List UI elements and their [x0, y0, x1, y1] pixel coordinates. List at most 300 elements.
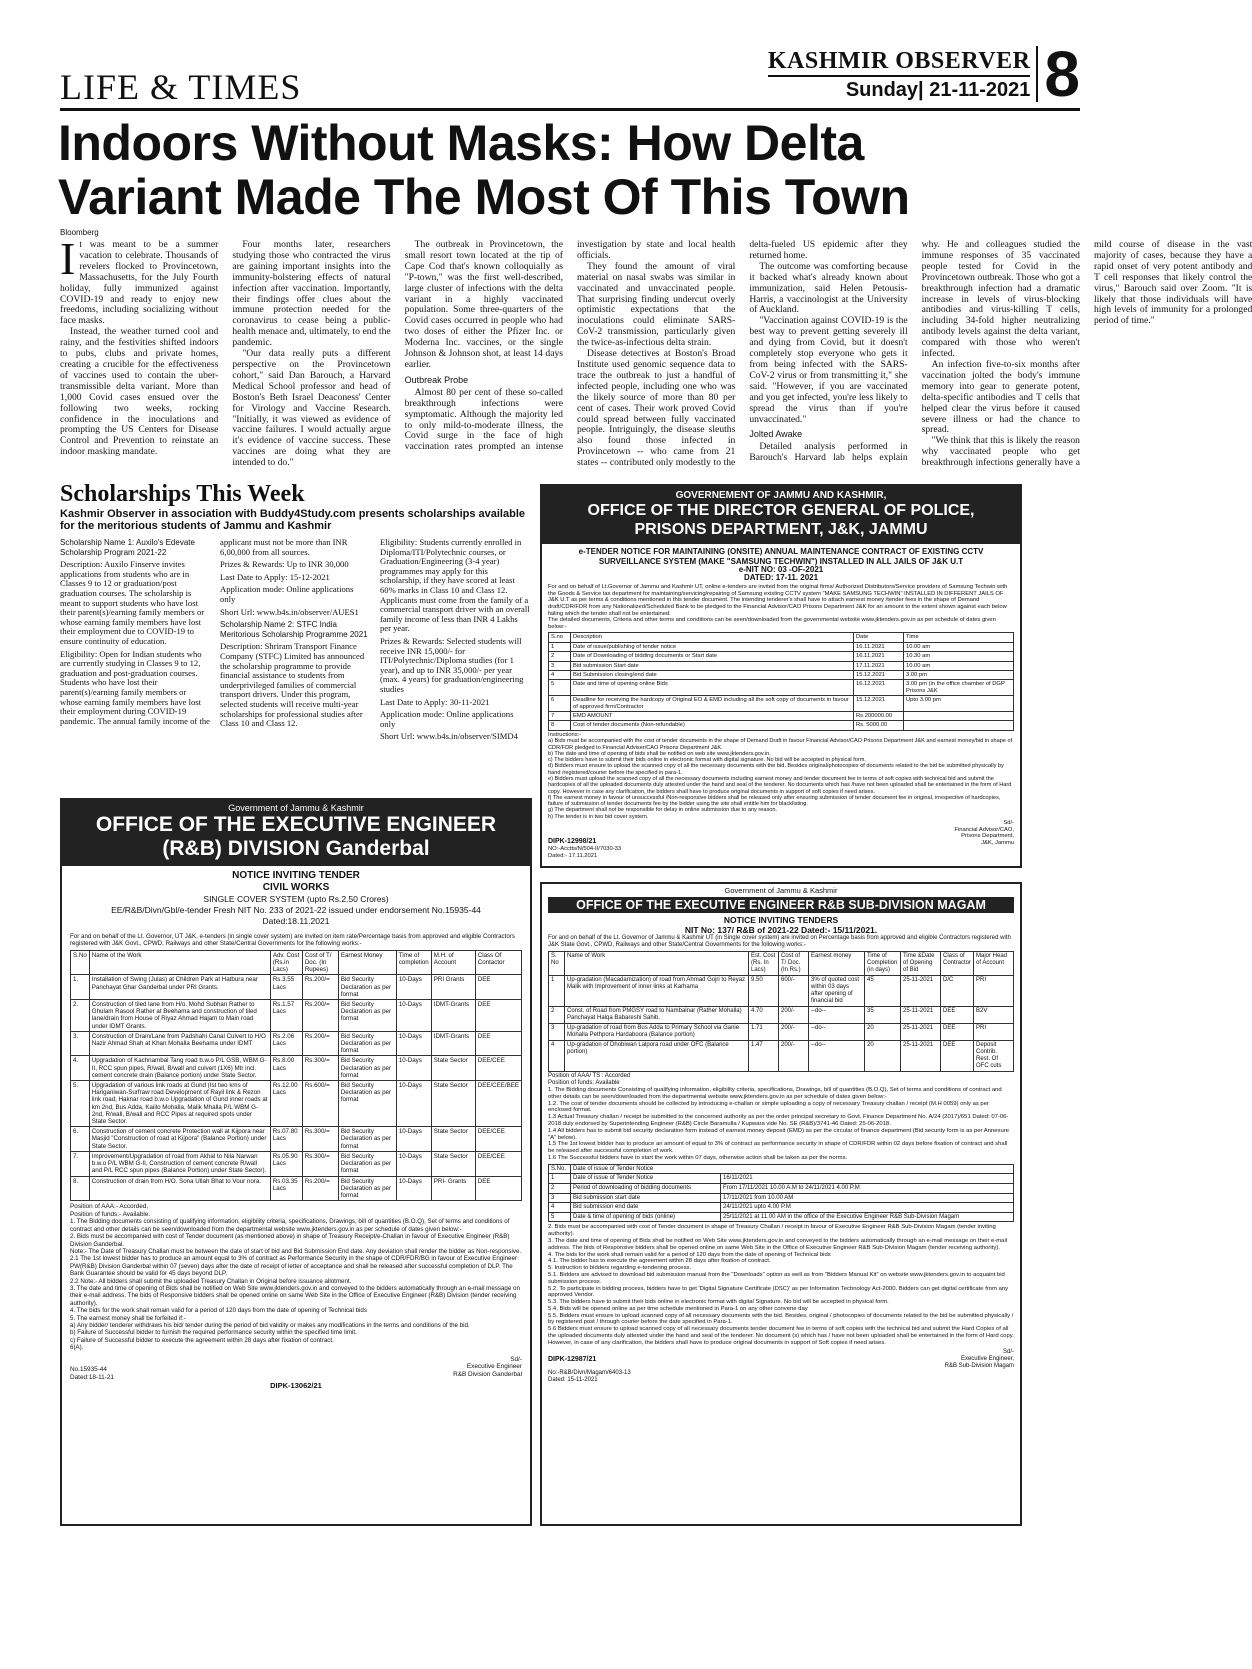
table-cell: 3. [71, 1031, 90, 1056]
table-cell: 25-11-2021 [900, 976, 940, 1007]
police-ad-office: OFFICE OF THE DIRECTOR GENERAL OF POLICE, [587, 502, 975, 519]
ganderbal-ad-dipk: DIPK-13062/21 [270, 1380, 322, 1390]
term-item: d) Bidders must ensure to upload the scanned copy of all the necessary documents with the bid. Besides original/photocopies of documents related to the bid be submitted physically by hand /registered/courier before the specified in para-1. [548, 763, 1004, 776]
table-cell: DEE [475, 1176, 521, 1201]
police-ad-intro2: The detailed documents, Criteria and other terms and conditions can be seen/downloaded from the governmental website www.jktenders.gov.in as per schedule of dates given below:- [548, 617, 996, 630]
magam-ad-dates-table [548, 1164, 1014, 1223]
table-cell: 8 [549, 721, 571, 730]
article-paragraph: Four months later, researchers studying those who contracted the virus are gaining important insights into the immunity-bolstering effects of natural infection after vaccination. Importantly, their findings offer clues about the immune protection needed for the coronavirus to cease being a public-health menace and, ultimately, to end the pandemic. [232, 239, 391, 349]
table-cell: 45 [864, 976, 900, 1007]
police-ad-dept: PRISONS DEPARTMENT, J&K, JAMMU [634, 521, 928, 538]
table-cell: DEE/CEE/BEE [475, 1081, 521, 1127]
table-cell [904, 721, 1014, 730]
police-ad-dipk: DIPK-12998/21 [548, 838, 597, 846]
term-item: f) The earnest money in favour of unsuccessful /Non-responsive bidders shall be released only after ensuring submission of tender document fee in original, irrespective of hardcopies, failure of submission of tender documents fee by the bidder using the site shall entitle him for blacklisting. [548, 794, 1001, 808]
table-header: Date [854, 633, 904, 642]
term-item: c) Failure of Successful bidder to execute the agreement within 28 days after fixation of contract. [70, 1336, 334, 1344]
table-cell: EMD AMOUNT [571, 712, 854, 721]
table-row [549, 696, 1014, 712]
table-cell: Rs.12.00 Lacs [270, 1081, 302, 1127]
table-cell: DEE/CEE [475, 1151, 521, 1176]
term-item: 3. The date and time of opening of Bids shall be notified on Web Site www.jktenders.gov.in and conveyed to the bidders automatically through an e-mail message on their e-mail address. The bids of Responsive bidders shall be opened online on same Web Site in the Office of Executive Engineer (R&B) Division (tender receiving authority). [70, 1284, 520, 1307]
table-cell: 600/- [778, 976, 808, 1007]
table-cell: 24/11/2021 upto 4.00 P.M [721, 1203, 1014, 1213]
table-header-row [549, 952, 1014, 976]
ganderbal-ad-terms [70, 1218, 522, 1351]
ganderbal-tender-ad [60, 798, 532, 1526]
table-cell: PRI [974, 1024, 1014, 1041]
table-cell: 9.50 [748, 976, 778, 1007]
article-subhead: Jolted Awake [749, 429, 803, 440]
police-ad-dated: DATED: 17-11. 2021 [743, 573, 819, 583]
table-header: S.no [549, 633, 571, 642]
table-cell: 2 [549, 652, 571, 661]
table-cell: 2 [549, 1183, 571, 1193]
term-item: 1. The Bidding documents Consisting of qualifying information, eligibility criteria, specifications, Drawings, bill of quantities (B.O.Q), Set of terms and conditions of contract and other details can be seen/downloaded from the departmental website www.jktenders.gov.in as per schedule of dates given below:- [548, 1087, 1002, 1100]
table-cell: Bid Security Declaration as per format [338, 1127, 396, 1152]
table-cell: 10.00 am [904, 661, 1014, 670]
police-ad-intro: For and on behalf of Lt.Governor of Jammu and Kashmir UT, online e-tenders are invited from the original firms/ Authorized Distributors/Service providers of Samsung Techwin with the Goods & Service tax department for maintaining/servicing/repairing of Samsung existing CCTV system "MAKE SAMSUNG TECHWIN" INSTALLED IN DIFFERENT JAILS OF J&K U.T as per terms & conditions mentioned in this tender document. The intending tenderer's shall have to attach earnest money /tender fees in the shape of Demand draft/CDR/FDR from any Nationalized/Scheduled Bank to be pledged to the Financial Advisor/CAO Prisons Department J&K for an amount to the extent shown against each below failing which the tender shall not be entertained. [548, 584, 1008, 617]
term-item: 5.3. The bidders have to submit their bids online in electronic format with digital Signature. No bid will be accepted in physical form. [548, 1299, 889, 1306]
table-cell: Date of issue/publishing of tender notice [571, 642, 854, 651]
headline-line-1: Indoors Without Masks: How Delta [58, 115, 864, 171]
table-cell: DEE/CEE [475, 1056, 521, 1081]
table-cell: 5 [549, 1212, 571, 1222]
table-cell: Date and time of opening online Bids [571, 680, 854, 696]
scholarship-last-date: Last Date to Apply: 30-11-2021 [380, 696, 490, 707]
table-header: Description [571, 633, 854, 642]
ganderbal-ad-gov: Government of Jammu & Kashmir [228, 803, 364, 813]
page-number: 8 [1036, 46, 1080, 102]
table-cell: 25-11-2021 [900, 1041, 940, 1072]
scholarships-section [60, 480, 530, 780]
magam-ad-signature: Sd/- Executive Engineer, R&B Sub-Division Magam [944, 1348, 1014, 1369]
table-cell: IDMT-Grants [431, 1000, 475, 1032]
magam-ad-intro: For and on behalf of the Lt. Governor of Jammu & Kashmir UT (in Single cover system) are invited on Percentage basis from approved and eligible Contractors registered with J&K State Govt., CPWD, Railways and other State/Central Governments for the following works:- [548, 935, 1011, 948]
table-cell: Deadline for receiving the hardcopy of Original EO & EMD including all the soft copy of documents in favour of approved firm/Contractor [571, 696, 854, 712]
table-header: Cost of T/ Doc. (In Rs.) [778, 952, 808, 976]
table-cell: From 17/11/2021 10.00 A.M to 24/11/2021 4.00 P.M [721, 1183, 1014, 1193]
table-cell: Improvement/Upgradation of road from Akhal to Nila Narwan b.w.o P/L WBM G-II, Construction of cement concrete R/wall and P/L RCC spun pipes (Balance Portion) under State Sector). [89, 1151, 270, 1176]
table-cell: State Sector [431, 1127, 475, 1152]
table-cell: Up-gradation of road from Bus Adda to Primary School via Ganie Mohalla Pethpora Hardaboora (Balance portion) [565, 1024, 749, 1041]
headline-line-2: Variant Made The Most Of This Town [58, 169, 910, 225]
police-ad-schedule-table [548, 632, 1014, 730]
table-cell: Rs. 5000.00 [854, 721, 904, 730]
table-cell: 6 [549, 696, 571, 712]
masthead-rule [60, 108, 1080, 111]
table-cell: 8. [71, 1176, 90, 1201]
table-cell: Construction of drain from H/O. Sona Ullah Bhat to Vour nora. [89, 1176, 270, 1201]
police-ad-nit: e-NIT NO: 03 -OF-2021 [738, 565, 824, 575]
table-cell: 7. [71, 1151, 90, 1176]
table-cell: DEE [940, 1007, 973, 1024]
table-cell: --do-- [808, 1041, 864, 1072]
scholarships-subtitle: Kashmir Observer in association with Buddy4Study.com presents scholarships available for the meritorious students of Jammu and Kashmir [60, 508, 526, 532]
masthead [60, 38, 1080, 110]
table-cell: Rs.200000.00 [854, 712, 904, 721]
scholarship-url: Short Url: www.b4s.in/observer/SIMD4 [380, 731, 518, 742]
table-header: Time of completion [396, 950, 431, 975]
table-header-row [71, 950, 522, 975]
article-paragraph: The outbreak in Provincetown, the small resort town located at the tip of Cape Cod that's known colloquially as "P-town," was the first well-described, large cluster of infections with the delta variant in a highly vaccinated population. Some three-quarters of the Covid cases occurred in people who had two doses of either the Pfizer Inc. or Moderna Inc. vaccines, or the single Johnson & Johnson shot, at least 14 days earlier. [404, 239, 563, 370]
table-cell: Bid Security Declaration as per format [338, 1000, 396, 1032]
table-header: Earnest money [808, 952, 864, 976]
table-cell: Const. of Road from PMGSY road to Nambalnar (Rather Mohalla) Panchayat Halqa Babareshi Sahib. [565, 1007, 749, 1024]
table-cell: PRI- Grants [431, 1176, 475, 1201]
table-header: Est. Cost (Rs. In Lacs) [748, 952, 778, 976]
table-header: Time of Completion (in days) [864, 952, 900, 976]
ganderbal-ad-office-2: (R&B) DIVISION Ganderbal [162, 837, 430, 860]
table-cell: Rs.2.06 Lacs [270, 1031, 302, 1056]
table-cell: 10-Days [396, 1151, 431, 1176]
table-cell: Rs.300/= [302, 1151, 338, 1176]
term-item: h) The tender is in two bid cover system. [548, 813, 649, 820]
table-cell: Bid Security Declaration as per format [338, 1056, 396, 1081]
table-cell: 16.11.2021 [854, 642, 904, 651]
term-item: 3. The date and time of opening of Bids shall be notified on Web Site www.jktenders.gov.in and conveyed to the bidders automatically through an e-mail message on their e-mail address. The bids of Responsive bidders shall be opened online on same Web Site in the Office of Executive Engineer R&B Sub-Division Magam (tender receiving authority). [548, 1237, 1008, 1251]
article-paragraph: "We think that this is likely the reason why vaccinated people who get breakthrough infections generally have a mild course of disease in the vast majority of cases, because they have a rapid onset of very potent antibody and T cell responses that likely control the virus," Barouch said over Zoom. "It is likely that those individuals will have high levels of immunity for a prolonged period of time." [921, 239, 1252, 469]
table-row [549, 1183, 1014, 1193]
police-ad-instructions [548, 738, 1014, 820]
table-header: Cost of T/ Doc. (In Rupees) [302, 950, 338, 975]
magam-tender-ad [540, 882, 1022, 1526]
table-header: S.No. [549, 1164, 571, 1174]
magam-ad-terms-b [548, 1224, 1014, 1346]
table-cell: Rs.03.35 Lacs [270, 1176, 302, 1201]
term-item: b) The date and time of opening of bids shall be notified on web site www.jktenders.gov.in. [548, 750, 771, 757]
police-ad-notice-title: e-TENDER NOTICE FOR MAINTAINING (ONSITE) ANNUAL MAINTENANCE CONTRACT OF EXISTING CCTV SURVEILLANCE SYSTEM (MAKE "SAMSUNG TECHWIN") INSTALLED IN ALL JAILS OF J&K U.T [578, 547, 984, 566]
table-row [549, 721, 1014, 730]
table-cell: Rs.200/= [302, 1176, 338, 1201]
table-cell: Upgradation of various link roads at Gund (Ist two kms of Hariganiwan-Surfraw road Development of Rayil link & Rezon link road, Haknar road b.w.o Upgradation of Gund inner roads at km 2nd, Bus Adda, Kaiilo Mohalla, Malik Mhalla P/L WBM G-2nd, R/wall, B/wall and RCC Pipes at required spots under State Sector. [89, 1081, 270, 1127]
table-row [549, 1041, 1014, 1072]
table-cell: 2. [71, 1000, 90, 1032]
table-cell: 3 [549, 661, 571, 670]
table-cell: Rs.3.55 Lacs [270, 975, 302, 1000]
table-cell: Rs.300/= [302, 1127, 338, 1152]
table-cell: IDMT-Grants [431, 1031, 475, 1056]
table-cell: 20 [864, 1024, 900, 1041]
ganderbal-ad-funds: Position of funds:- Available. [70, 1210, 151, 1218]
table-cell: 3 [549, 1193, 571, 1203]
table-header-row [549, 1164, 1014, 1174]
term-item: 2.2 Note:- All bidders shall submit the uploaded Treasury Challan in Original before issuance allotment. [70, 1277, 352, 1285]
paper-name: KASHMIR OBSERVER [767, 48, 1031, 74]
table-header: Earnest Money [338, 950, 396, 975]
table-cell: Bid submission end date [571, 1203, 721, 1213]
table-cell: 10-Days [396, 975, 431, 1000]
table-cell: 200/- [778, 1041, 808, 1072]
section-name: LIFE & TIMES [60, 67, 302, 107]
table-cell: Rs.07.80 Lacs [270, 1127, 302, 1152]
table-row [71, 1151, 522, 1176]
table-header: Time &Date of Opening of Bid [900, 952, 940, 976]
table-cell: 7 [549, 712, 571, 721]
table-cell: 25-11-2021 [900, 1007, 940, 1024]
table-header-row [549, 633, 1014, 642]
dropcap: I [60, 233, 76, 284]
table-cell: Cost of tender documents (Non-refundable) [571, 721, 854, 730]
table-cell: 10-Days [396, 1176, 431, 1201]
term-item: 5. Instruction to bidders regarding e-tendering process. [548, 1265, 692, 1272]
term-item: b) Failure of Successful bidder to furnish the required performance security within the specified time limit. [70, 1329, 357, 1337]
table-cell: 3% of quoted cost within 03 days after opening of financial bid [808, 976, 864, 1007]
table-header: Class Of Contactor [475, 950, 521, 975]
table-cell: 3.00 pm [904, 670, 1014, 679]
article-paragraph: "Our data really puts a different perspective on the Provincetown cohort," said Dan Barouch, a Harvard Medical School professor and head of Boston's Beth Israel Deaconess' Center for Virology and Vaccine Research. "Initially, it was viewed as evidence of vaccine failures. I would actually argue it's evidence of vaccine success. These vaccines are doing what they are intended to do." [232, 348, 391, 469]
scholarship-description: Description: Auxilo Finserve invites applications from students who are in Classes 9 to 12 or graduation/post graduation courses. The scholarship is meant to support students who have lost their parent(s)/earning family members or whose earning family members have lost their employment due to COVID-19 to ensure continuity of education. [60, 559, 205, 646]
table-cell: Deposit Contrib. Rest. Of OFC cuts [974, 1041, 1014, 1072]
table-cell: Date of Downloading of bidding documents or Start date [571, 652, 854, 661]
table-cell: B2V [974, 1007, 1014, 1024]
table-cell: 4. [71, 1056, 90, 1081]
article-body [60, 233, 1252, 470]
table-cell: 10-Days [396, 1127, 431, 1152]
table-cell: Up-gradation of Dhobiwan Lalpora road under OFC (Balance portion) [565, 1041, 749, 1072]
table-row [549, 1193, 1014, 1203]
table-cell: 16.12.2021 [854, 680, 904, 696]
table-cell: DEE/CEE [475, 1127, 521, 1152]
table-cell: 1 [549, 1174, 571, 1184]
police-tender-ad [540, 484, 1022, 868]
table-cell: Construction of Drain/Lane from Padshahi Canal Culvert to H/O Nazir Ahmad Shah at Khan Mohalla Beehama under IDMT [89, 1031, 270, 1056]
table-cell: Bid submission start date [571, 1193, 721, 1203]
scholarship-name: Scholarship Name 2: STFC India Meritorious Scholarship Programme 2021 [220, 620, 368, 639]
magam-ad-dipk: DIPK-12987/21 [548, 1355, 597, 1363]
table-cell: Installation of Swing (Julas) at Children Park at Hatbura near Panchayat Ghar Ganderbal under PRI Grants. [89, 975, 270, 1000]
term-item: 4. The bids for the work shall remain valid for a period of 120 days from the date of opening of Technical bids [548, 1251, 831, 1258]
article-paragraph: "Vaccination against COVID-19 is the best way to prevent getting severely ill and dying from Covid, but it doesn't completely stop everyone who gets it from being infected with the SARS-CoV-2 virus or from transmitting it," she said. "However, if you are vaccinated and you get infected, you're less likely to spread the virus than if you're unvaccinated." [749, 315, 908, 425]
table-cell: 25/11/2021 at 11.00 AM in the office of the Executive Engineer R&B Sub-Division Magam [721, 1212, 1014, 1222]
table-cell: Date & time of opening of bids (online) [571, 1212, 721, 1222]
table-cell: 15.12.2021 [854, 696, 904, 712]
table-cell: 2 [549, 1007, 565, 1024]
table-cell: 6. [71, 1127, 90, 1152]
table-cell: DEE [940, 1024, 973, 1041]
paper-date: Sunday| 21-11-2021 [768, 75, 1031, 102]
police-ad-signature: Sd/- Financial Advisor/CAO, Prisons Department, J&K, Jammu [954, 820, 1014, 846]
paper-block [767, 38, 1080, 110]
term-item: 1. The Bidding documents consisting of qualifying information, eligibility criteria, specifications, Drawings, bill of quantities (B.O.Q), Set of terms and conditions of contract and other details can be seen/downloaded from the departmental website www.jktenders.gov.in as per schedule of dates given below:- [70, 1218, 510, 1233]
ganderbal-ad-works-table [70, 950, 522, 1201]
byline: Bloomberg [60, 228, 99, 237]
table-cell: 20 [864, 1041, 900, 1072]
table-cell: 1.71 [748, 1024, 778, 1041]
table-cell: Rs.600/= [302, 1081, 338, 1127]
table-row [549, 652, 1014, 661]
table-cell [904, 712, 1014, 721]
table-row [71, 1081, 522, 1127]
table-cell: --do-- [808, 1007, 864, 1024]
table-cell: DEE [475, 1031, 521, 1056]
table-row [71, 1056, 522, 1081]
ganderbal-ad-header [62, 800, 530, 866]
term-item: 5.6 Bidders must ensure to upload scanned copy of all necessary documents tender document fee in terms of soft copies with the technical bid and submit the Hard Copies of all the uploaded documents duly attested under the hand and seal of the tenderer. No document (s) which has / have not been uploaded shall be entertained in the form of Hard copy. However, in case of any clarification, the bidders shall have to produce original documents in support of Soft copies if need arises. [548, 1326, 1014, 1346]
table-cell: 4 [549, 670, 571, 679]
table-cell: 200/- [778, 1007, 808, 1024]
table-header: Time [904, 633, 1014, 642]
article-subhead: Outbreak Probe [404, 374, 469, 385]
ganderbal-ad-civil: CIVIL WORKS [262, 882, 330, 893]
magam-ad-nit: NIT No: 137/ R&B of 2021-22 Dated:- 15/11/2021. [684, 925, 878, 935]
table-cell: 1.47 [748, 1041, 778, 1072]
term-item: 1.6 The Successful bidders have to start the work within 07 days, otherwise action shall be taken as per the norms. [548, 1154, 848, 1161]
table-cell: 4.70 [748, 1007, 778, 1024]
police-ad-gov: GOVERNEMENT OF JAMMU AND KASHMIR, [675, 490, 887, 501]
table-row [71, 1127, 522, 1152]
table-row [549, 661, 1014, 670]
table-row [71, 975, 522, 1000]
table-cell: 10.00 am [904, 642, 1014, 651]
table-row [549, 642, 1014, 651]
ganderbal-ad-ref-no: No.15935-44 [70, 1366, 107, 1374]
term-item: Note:- The Date of Treasury Challan must be between the date of start of bid and Bid Submission End date. Any deviation shall render the bidder as Non-responsive. [70, 1247, 522, 1255]
table-cell: Rs.300/= [302, 1056, 338, 1081]
magam-ad-ref-date: Dated: 15-11-2021 [548, 1376, 598, 1383]
scholarships-title: Scholarships This Week [60, 481, 305, 507]
scholarship-eligibility: Eligibility: Students currently enrolled in Diploma/ITI/Polytechnic courses, or Graduation/Engineering (3-4 year) programmes may apply for this scholarship, if they have scored at least 60% marks in Class 10 and Class 12. Applicants must come from the family of a commercial transport driver with an overall family income of less than INR 4 Lakhs per year. [380, 537, 530, 634]
article-paragraph: It was meant to be a summer vacation to celebrate. Thousands of revelers flocked to Provincetown, Massachusetts, for the July Fourth holiday, fully immunized against COVID-19 and ready to enjoy new freedoms, including socializing without face masks. [60, 233, 219, 327]
table-cell: 10-Days [396, 1000, 431, 1032]
table-cell: Bid Security Declaration as per format [338, 1031, 396, 1056]
table-cell: Bid submission Start date [571, 661, 854, 670]
table-header: M.H. of Account [431, 950, 475, 975]
table-header: S.No [71, 950, 90, 975]
table-cell: D/C [940, 976, 973, 1007]
table-row [549, 976, 1014, 1007]
table-row [549, 1203, 1014, 1213]
table-cell: Rs.05.90 Lacs [270, 1151, 302, 1176]
table-cell: PRI Grants [431, 975, 475, 1000]
table-row [549, 1007, 1014, 1024]
table-cell: Bid Submission closing/end date [571, 670, 854, 679]
table-header: S. No [549, 952, 565, 976]
table-row [549, 670, 1014, 679]
table-cell: DEE [940, 1041, 973, 1072]
table-row [549, 1212, 1014, 1222]
magam-ad-ref-no: No:-R&B/Divn/Magam/6403-13 [548, 1369, 631, 1376]
term-item: 5.4. Bids will be opened online as per time schedule mentioned in Para-1 on any other convene day [548, 1305, 808, 1312]
table-header: Class of Contractor [940, 952, 973, 976]
ganderbal-ad-nit: EE/R&B/Divn/Gbl/e-tender Fresh NIT No. 233 of 2021-22 issued under endorsement No.15935-44 [111, 905, 481, 915]
term-item: 5.2. To participate in bidding process, bidders have to get 'Digital Signature Certificate (DSC)' as per Information Technology Act-2000. Bidders can get digital certificate from any approved Vendor. [548, 1285, 1009, 1299]
magam-ad-office: OFFICE OF THE EXECUTIVE ENGINEER R&B SUB-DIVISION MAGAM [548, 897, 1014, 913]
table-cell: 15.12.2021 [854, 670, 904, 679]
scholarship-mode: Application mode: Online applications only [380, 709, 514, 729]
term-item: 2.1 The 1st lowest bidder has to produce an amount equal to 3% of contract as Performance Security in the shape of CDR/FDR/BG in favour of Executive Engineer PW(R&B) Division Ganderbal within 07 (seven) days after the date of receipt of letter of acceptance and shall be released after successful completion of DLP. The Bank Guarantee should be valid for 45 days beyond DLP. [70, 1255, 517, 1278]
table-cell: 1. [71, 975, 90, 1000]
term-item: a) Any bidder/ tenderer withdraws his bid/ tender during the period of bid validity or makes any modifications in the terms and conditions of the bid. [70, 1321, 470, 1329]
term-item: c) The bidders have to submit their bids online in electronic format with digital signature. No bid will be accepted in physical form. [548, 757, 866, 764]
table-cell: 1 [549, 642, 571, 651]
term-item: 2. Bids must be accompanied with cost of Tender document (as mentioned above) in shape of Treasury Receipt/e-Challan in favour of Executive Engineer (R&B) Division Ganderbal. [70, 1233, 510, 1248]
scholarship-prize: Prizes & Rewards: Up to INR 30,000 [220, 559, 349, 570]
article-paragraph: The outcome was comforting because it backed what's already known about immunization, said Helen Petousis-Harris, a vaccinologist at the University of Auckland. [749, 260, 908, 316]
table-cell: Bid Security Declaration as per format [338, 1151, 396, 1176]
table-header: Name of the Work [89, 950, 270, 975]
table-cell: 5. [71, 1081, 90, 1127]
table-cell: Upto 3.00 pm [904, 696, 1014, 712]
term-item: 4.1. The bidder has to execute the agreement within 28 days after fixation of contract. [548, 1258, 771, 1265]
table-cell: Rs.8.00 Lacs [270, 1056, 302, 1081]
table-cell: DEE [475, 975, 521, 1000]
ganderbal-ad-position: Position of AAA:- Accorded, [70, 1203, 149, 1211]
table-row [71, 1000, 522, 1032]
article-paragraph: Disease detectives at Boston's Broad Institute used genomic sequence data to trace the outbreak to just a handful of infected people, including one who was the likely source of more than 80 per cent of cases. Their work proved Covid could spread between fully vaccinated people. Intriguingly, the disease sleuths also found those infected in Provincetown -- who came from 21 states -- contributed only modestly to the delta-fueled US epidemic after they returned home. [576, 239, 908, 469]
ganderbal-ad-ref-date: Dated:18-11-21 [70, 1373, 114, 1381]
term-item: 1.4 All bidders has to submit bid security declaration form instead of earnest money deposit (EMD) as per the circular of finance department (Bid security form is as per Annexure "A" below). [548, 1127, 1009, 1141]
table-row [549, 1174, 1014, 1184]
police-ad-ref-date: Dated:- 17.11.2021 [548, 853, 598, 860]
table-row [549, 712, 1014, 721]
article-headline [58, 116, 1078, 224]
scholarship-last-date: Last Date to Apply: 15-12-2021 [220, 571, 330, 582]
police-ad-header [542, 486, 1020, 544]
table-cell: 17.11.2021 [854, 661, 904, 670]
magam-ad-terms-a [548, 1087, 1014, 1162]
magam-ad-funds: Position of funds: Available [548, 1080, 620, 1086]
table-cell: 35 [864, 1007, 900, 1024]
table-cell: --do-- [808, 1024, 864, 1041]
term-item: e) Bidders must upload the scanned copy of all the necessary documents including earnest money and tender document fee in terms of soft copies with technical bid and submit the hardcopies of all the uploaded documents duly attested under the hand and seal of the tenderer. No documents which has /have not been uploaded shall be entertained in the form of Hard copy. However in case any clarification, the bidders shall have to produce original documents in support of soft copies if need arises. [548, 776, 1012, 795]
term-item: 5.5. Bidders must ensure to upload scanned copy of all necessary documents with the bid. Besides, original / photocopies of documents related to the bid be submitted physically / by registered post / through courier before the date specified in Para-1. [548, 1312, 1014, 1326]
term-item: g) The department shall not be responsible for delay in online submission due to any reason. [548, 807, 778, 814]
table-cell: 16/11/2021 [721, 1174, 1014, 1184]
article-paragraph: Almost 80 per cent of these so-called breakthrough infections were symptomatic. Although the majority led to only mild-to-moderate illness, the Covid surge in the face of high vaccination rates prompted an intense investigation by state and local health officials. [404, 239, 736, 453]
table-cell: 16.11.2021 [854, 652, 904, 661]
table-cell: 200/- [778, 1024, 808, 1041]
table-cell: PRI [974, 976, 1014, 1007]
table-cell: 4 [549, 1203, 571, 1213]
table-cell: 25-11-2021 [900, 1024, 940, 1041]
term-item: 1.3 Actual Treasury challan / receipt be submitted to the concerned authority as per the order principal secretary to Govt. Finance Department No. A/24 (2017)/651 Dated: 07-06-2018 duly endorsed by Superintending Engineer (R&B) Circle Baramulla / Kupwara vide No. SE (R&B)/3741-46 Dated: 25-06-2018. [548, 1114, 1009, 1127]
magam-ad-notice: NOTICE INVITING TENDERS [723, 915, 839, 925]
table-cell: State Sector [431, 1056, 475, 1081]
article-paragraph: An infection five-to-six months after vaccination jolted the body's immune memory into gear to generate potent, delta-specific antibodies and T cells that helped clear the virus before it caused severe illness or had the chance to spread. [921, 358, 1080, 436]
table-row [549, 680, 1014, 696]
table-row [549, 1024, 1014, 1041]
table-cell: 3 [549, 1024, 565, 1041]
table-cell: Date of issue of Tender Notice [571, 1174, 721, 1184]
article-paragraph: Detailed analysis performed in Barouch's Harvard lab helps explain why. He and colleagues studied the immune responses of 35 vaccinated people tested for Covid in the Provincetown outbreak. Those who got a breakthrough infection had a dramatic increase in levels of virus-blocking antibodies and virus-killing T cells, including 34-fold higher neutralizing antibody levels against the delta variant, compared with those who weren't infected. [749, 239, 1080, 464]
table-cell: Rs.200/= [302, 1000, 338, 1032]
ganderbal-ad-dated: Dated:18.11.2021 [262, 916, 330, 926]
scholarship-url: Short Url: www.b4s.in/observer/AUES1 [220, 606, 359, 617]
term-item: 1.5 The 1st lowest bidder has to produce an amount of equal to 3% of contract as performance security in shape of CDR/FDR within 02 days before fixation of contract and shall be released after successful completion of work. [548, 1141, 1008, 1155]
table-cell: State Sector [431, 1081, 475, 1127]
magam-ad-gov: Government of Jammu & Kashmir [724, 886, 838, 895]
police-ad-instructions-label: Instructions:- [548, 731, 582, 738]
police-ad-ref-no: NO:-Acctts/N/504-II/7030-33 [548, 846, 622, 853]
table-header: Adv. Cost (Rs.in Lacs) [270, 950, 302, 975]
term-item: 4. The bids for the work shall remain valid for a period of 120 days from the date of opening of Technical bids [70, 1307, 367, 1315]
article-paragraph: They found the amount of viral material on nasal swabs was similar in vaccinated and unvaccinated people. That surprising finding undercut overly optimistic expectations that the inoculations could eliminate SARS-CoV-2 transmission, particularly given the twice-as-infectious delta strain. [576, 260, 736, 349]
table-cell: Construction of tiled lane from H/o. Mohd Subhan Rather to Ghulam Rasool Rather at Beehama and construction of tiled lane/drain from House of Riyaz Ahmad Hajam to Main road under IDMT Grants. [89, 1000, 270, 1032]
term-item: 5.1. Bidders are advised to download bid submission manual from the "Downloads" option as well as from "Bidders Manual Kit" on website www.jktenders.gov.in to acquaint bid submission process. [548, 1271, 1005, 1285]
table-cell: DEE [475, 1000, 521, 1032]
ganderbal-ad-signature: Sd/- Executive Engineer R&B Division Ganderbal [453, 1355, 522, 1378]
table-cell: 10-Days [396, 1081, 431, 1127]
ganderbal-ad-notice: NOTICE INVITING TENDER [232, 870, 360, 881]
table-cell: 10-Days [396, 1056, 431, 1081]
table-cell: 10.30 am [904, 652, 1014, 661]
scholarship-eligibility: Eligibility: Open for Indian students who are currently studying in Classes 9 to 12, graduation and post-graduation courses. Students who have lost their parent(s)/earning family members or whose earning family members have lost their employment during COVID-19 pandemic. The annual family income of the applicant must not be more than INR 6,00,000 from all sources. [60, 537, 348, 726]
term-item: a) Bids must be accompanied with the cost of tender documents in the shape of Demand Draft in favour Financial Advisor/CAO Prisons Department J&K and earnest money/bid in shape of CDR/FDR pledged to Financial Adviser/CAO Prisons Department J&K. [548, 738, 1013, 751]
table-cell: 4 [549, 1041, 565, 1072]
table-cell: 1 [549, 976, 565, 1007]
table-cell: State Sector [431, 1151, 475, 1176]
